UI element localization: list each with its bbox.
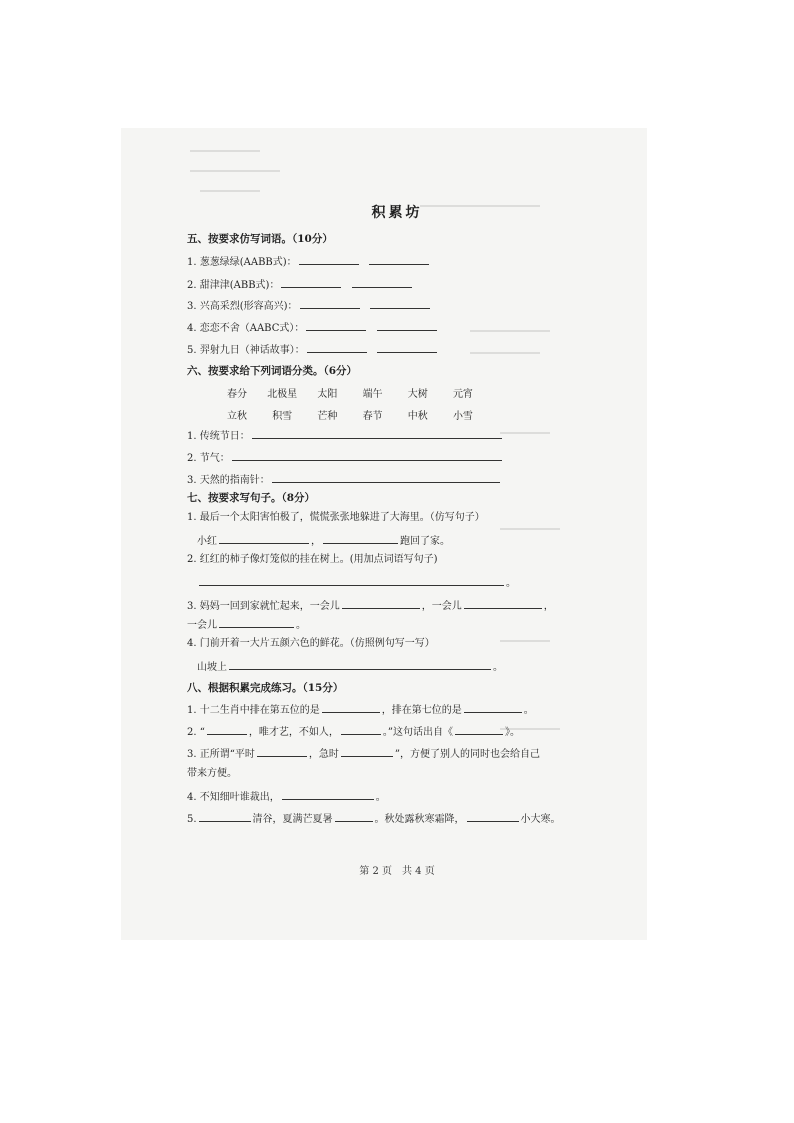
answer-blank[interactable] — [300, 298, 360, 309]
prompt-text: ， — [311, 536, 321, 547]
answer-blank[interactable] — [229, 659, 491, 670]
prompt-text: 。秋处露秋寒霜降， — [374, 814, 465, 825]
prompt-text: ， — [543, 601, 554, 612]
prompt-text: 2. “ — [187, 727, 205, 738]
prompt-text: 清谷，夏满芒夏暑 — [252, 814, 333, 825]
word: 小雪 — [452, 411, 473, 422]
word: 元宵 — [452, 389, 473, 400]
bleed-through-mark — [200, 190, 260, 192]
section5-heading: 五、按要求仿写词语。（10分） — [187, 233, 333, 245]
section6-heading: 六、按要求给下列词语分类。（6分） — [187, 365, 358, 377]
section5-item-4 — [187, 320, 439, 336]
prompt-text: 3. 妈妈一回到家就忙起来，一会儿 — [187, 601, 340, 612]
prompt-text: 小红 — [197, 536, 217, 547]
word: 芒种 — [317, 411, 338, 422]
prompt-text: ，排在第七位的是 — [381, 705, 462, 716]
word: 端午 — [362, 389, 383, 400]
answer-blank[interactable] — [341, 746, 393, 757]
answer-blank[interactable] — [219, 533, 309, 544]
word: 大树 — [407, 389, 428, 400]
section7-heading: 七、按要求写句子。（8分） — [187, 492, 316, 504]
item-label: 1. 葱葱绿绿(AABB式)： — [187, 257, 297, 268]
section7-q2: 2. 红红的柿子像灯笼似的挂在树上。(用加点词语写句子) — [187, 554, 438, 565]
answer-blank[interactable] — [342, 598, 420, 609]
section6-item-3 — [187, 472, 502, 488]
section8-q3-cont: 带来方便。 — [187, 768, 237, 779]
section8-q4 — [187, 789, 386, 805]
prompt-text: 。 — [296, 620, 306, 631]
section8-q1 — [187, 702, 534, 718]
section5-item-2 — [187, 277, 414, 293]
prompt-text: 山坡上 — [197, 662, 227, 673]
answer-blank[interactable] — [464, 702, 522, 713]
section7-q1: 1. 最后一个太阳害怕极了，慌慌张张地躲进了大海里。（仿写句子） — [187, 512, 485, 523]
prompt-text: 1. 十二生肖中排在第五位的是 — [187, 705, 320, 716]
item-label: 3. 天然的指南针： — [187, 475, 270, 486]
answer-blank[interactable] — [335, 811, 373, 822]
answer-blank[interactable] — [281, 277, 341, 288]
prompt-text: 一会儿 — [187, 620, 217, 631]
item-label: 2. 甜津津(ABB式)： — [187, 280, 280, 291]
item-label: 5. 羿射九日（神话故事）： — [187, 345, 305, 356]
answer-blank[interactable] — [199, 811, 251, 822]
word: 中秋 — [407, 411, 428, 422]
answer-blank[interactable] — [377, 320, 437, 331]
prompt-text: 。”这句话出自《 — [382, 727, 453, 738]
section8-q3 — [187, 746, 540, 762]
answer-blank[interactable] — [322, 702, 380, 713]
bleed-through-mark — [470, 330, 550, 332]
word: 立秋 — [227, 411, 247, 422]
section5-item-1 — [187, 254, 431, 270]
answer-blank[interactable] — [252, 428, 502, 439]
prompt-text: 5. — [187, 814, 197, 825]
answer-blank[interactable] — [323, 533, 398, 544]
section6-item-1 — [187, 428, 504, 444]
prompt-text: ，一会儿 — [421, 601, 462, 612]
prompt-text: 》。 — [504, 727, 520, 738]
answer-blank[interactable] — [299, 254, 359, 265]
answer-blank[interactable] — [219, 617, 294, 628]
section8-q2 — [187, 724, 520, 740]
answer-blank[interactable] — [369, 254, 429, 265]
word-bank-row-2 — [216, 407, 484, 422]
word: 太阳 — [317, 389, 338, 400]
answer-blank[interactable] — [207, 724, 247, 735]
bleed-through-mark — [190, 170, 280, 172]
answer-blank[interactable] — [272, 472, 500, 483]
section8-q5 — [187, 811, 561, 827]
prompt-text: 。 — [506, 578, 516, 589]
word: 北极星 — [267, 389, 298, 400]
prompt-text: 。 — [523, 705, 534, 716]
answer-blank[interactable] — [352, 277, 412, 288]
bleed-through-mark — [500, 640, 550, 642]
bleed-through-mark — [190, 150, 260, 152]
answer-blank[interactable] — [306, 320, 366, 331]
page-title: 积累坊 — [371, 205, 423, 221]
bleed-through-mark — [500, 528, 560, 530]
word: 春节 — [362, 411, 383, 422]
answer-blank[interactable] — [464, 598, 542, 609]
section7-q3 — [187, 598, 554, 614]
answer-blank[interactable] — [455, 724, 503, 735]
item-label: 1. 传统节日： — [187, 431, 250, 442]
answer-blank[interactable] — [370, 298, 430, 309]
prompt-text: 3. 正所谓“平时 — [187, 749, 255, 760]
item-label: 4. 恋恋不舍（AABC式）： — [187, 323, 305, 334]
bleed-through-mark — [470, 352, 540, 354]
section5-item-5 — [187, 342, 439, 358]
answer-blank[interactable] — [232, 450, 502, 461]
answer-blank[interactable] — [307, 342, 367, 353]
answer-blank[interactable] — [341, 724, 381, 735]
item-label: 3. 兴高采烈(形容高兴)： — [187, 301, 298, 312]
prompt-text: 。 — [493, 662, 503, 673]
prompt-text: ，唯才艺，不如人， — [248, 727, 339, 738]
section7-q2-answer — [197, 575, 516, 591]
prompt-text: 小大寒。 — [520, 814, 561, 825]
section7-q4: 4. 门前开着一大片五颜六色的鲜花。（仿照例句写一写） — [187, 638, 435, 649]
word-bank-row-1 — [216, 385, 484, 400]
section7-q4-answer — [197, 659, 503, 675]
prompt-text: 。 — [375, 792, 386, 803]
answer-blank[interactable] — [282, 789, 374, 800]
bleed-through-mark — [500, 432, 550, 434]
section6-item-2 — [187, 450, 504, 466]
word: 积雪 — [272, 411, 293, 422]
section7-q1-answer — [197, 533, 450, 549]
section8-heading: 八、根据积累完成练习。（15分） — [187, 682, 344, 694]
answer-blank[interactable] — [467, 811, 519, 822]
prompt-text: 跑回了家。 — [400, 536, 450, 547]
answer-blank[interactable] — [199, 575, 504, 586]
section7-q3-cont — [187, 617, 306, 633]
page-footer: 第 2 页 共 4 页 — [359, 866, 435, 877]
answer-blank[interactable] — [257, 746, 307, 757]
answer-blank[interactable] — [377, 342, 437, 353]
item-label: 2. 节气： — [187, 453, 230, 464]
section5-item-3 — [187, 298, 432, 314]
prompt-text: ”，方便了别人的同时也会给自己 — [394, 749, 540, 760]
prompt-text: 4. 不知细叶谁裁出， — [187, 792, 280, 803]
prompt-text: ，急时 — [308, 749, 339, 760]
word: 春分 — [227, 389, 247, 400]
